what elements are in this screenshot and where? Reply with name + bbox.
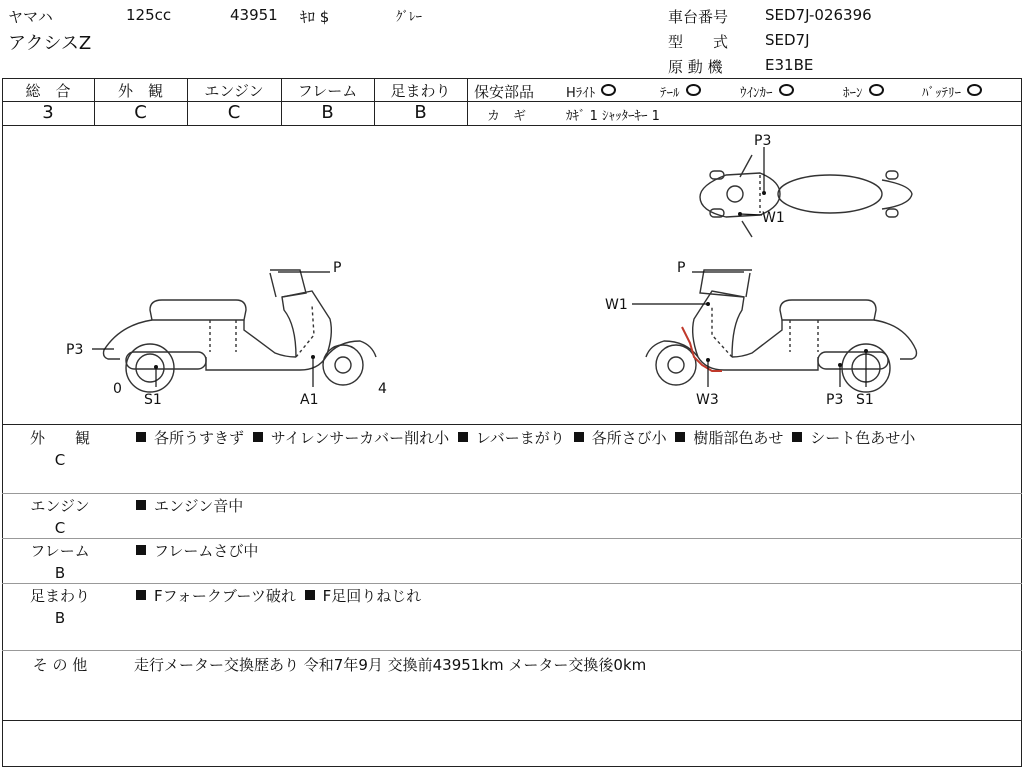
ok-circle-icon [686, 84, 701, 96]
grade-exterior-label: 外 観 [117, 82, 163, 100]
label-right-p: P [677, 260, 686, 276]
section-suspension-title: 足まわり B [29, 587, 90, 627]
safety-item-tail: ﾃｰﾙ [660, 82, 701, 101]
left-side-view [104, 270, 377, 392]
label-right-p3: P3 [826, 392, 844, 408]
section-engine-items: エンジン音中 [132, 495, 243, 517]
key-value: ｶｷﾞ 1 ｼｬｯﾀｰｷｰ 1 [566, 109, 660, 124]
safety-item-horn: ﾎｰﾝ [843, 82, 884, 101]
label-top-w1: W1 [762, 210, 785, 226]
ok-circle-icon [779, 84, 794, 96]
scooter-diagram [0, 125, 1024, 425]
label-right-s1: S1 [856, 392, 874, 408]
safety-item-battery: ﾊﾞｯﾃﾘｰ [922, 82, 982, 101]
right-side-view [646, 270, 917, 392]
grade-suspension-value: B [414, 102, 427, 123]
label-left-zero: 0 [113, 381, 122, 397]
safety-mid [468, 101, 1022, 102]
ok-circle-icon [967, 84, 982, 96]
grade-overall-value: 3 [42, 102, 54, 123]
grade-divider [467, 78, 468, 125]
grade-engine-label: エンジン [204, 82, 264, 100]
ok-circle-icon [601, 84, 616, 96]
safety-item-winker: ｳｲﾝｶｰ [740, 82, 794, 101]
label-left-four: 4 [378, 381, 387, 397]
frame-no: SED7J-026396 [765, 6, 872, 24]
label-left-p3: P3 [66, 342, 84, 358]
type-label: 型 式 [668, 33, 729, 51]
section-suspension-items: Fフォークブーツ破れ F足回りねじれ [132, 585, 421, 607]
mileage: 43951 [230, 6, 278, 24]
displacement: 125cc [126, 6, 172, 24]
label-right-w1: W1 [605, 297, 628, 313]
section-divider [2, 538, 1022, 539]
key-label: カ ギ [487, 109, 527, 124]
engine-value: E31BE [765, 56, 814, 74]
grade-frame-label: フレーム [297, 82, 358, 100]
section-engine-title: エンジン C [30, 497, 90, 537]
ok-circle-icon [869, 84, 884, 96]
maker: ヤマハ [8, 8, 53, 26]
frame-no-label: 車台番号 [668, 8, 729, 26]
label-left-s1: S1 [144, 392, 162, 408]
label-left-a1: A1 [300, 392, 319, 408]
grade-exterior-value: C [134, 102, 147, 123]
grade-suspension-label: 足まわり [390, 82, 451, 100]
section-divider [2, 583, 1022, 584]
engine-label: 原 動 機 [668, 58, 723, 76]
section-divider [2, 493, 1022, 494]
section-other-text: 走行メーター交換歴あり 令和7年9月 交換前43951km メーター交換後0km [134, 656, 647, 674]
safety-item-headlight: Hﾗｲﾄ [566, 82, 616, 101]
model-name: アクシスZ [8, 33, 92, 54]
safety-label: 保安部品 [474, 83, 535, 101]
label-left-p: P [333, 260, 342, 276]
section-exterior-title: 外 観 C [29, 429, 90, 469]
section-divider [2, 650, 1022, 651]
label-top-p3: P3 [754, 133, 772, 149]
label-right-w3: W3 [696, 392, 719, 408]
grade-overall-label: 総 合 [25, 82, 71, 100]
section-other-title: そ の 他 [32, 656, 88, 674]
grade-frame-value: B [321, 102, 334, 123]
section-divider [2, 720, 1022, 721]
color: ｸﾞﾚｰ [396, 10, 422, 25]
section-frame-title: フレーム B [30, 542, 90, 582]
top-view [700, 155, 912, 237]
section-frame-items: フレームさび中 [132, 540, 258, 562]
section-exterior-items: 各所うすきず サイレンサーカバー削れ小 レバーまがり 各所さび小 樹脂部色あせ シート色あせ小 [132, 427, 1012, 449]
grade-engine-value: C [227, 102, 241, 123]
mileage-mark: ｷﾛ $ [300, 8, 330, 26]
type-value: SED7J [765, 31, 810, 49]
